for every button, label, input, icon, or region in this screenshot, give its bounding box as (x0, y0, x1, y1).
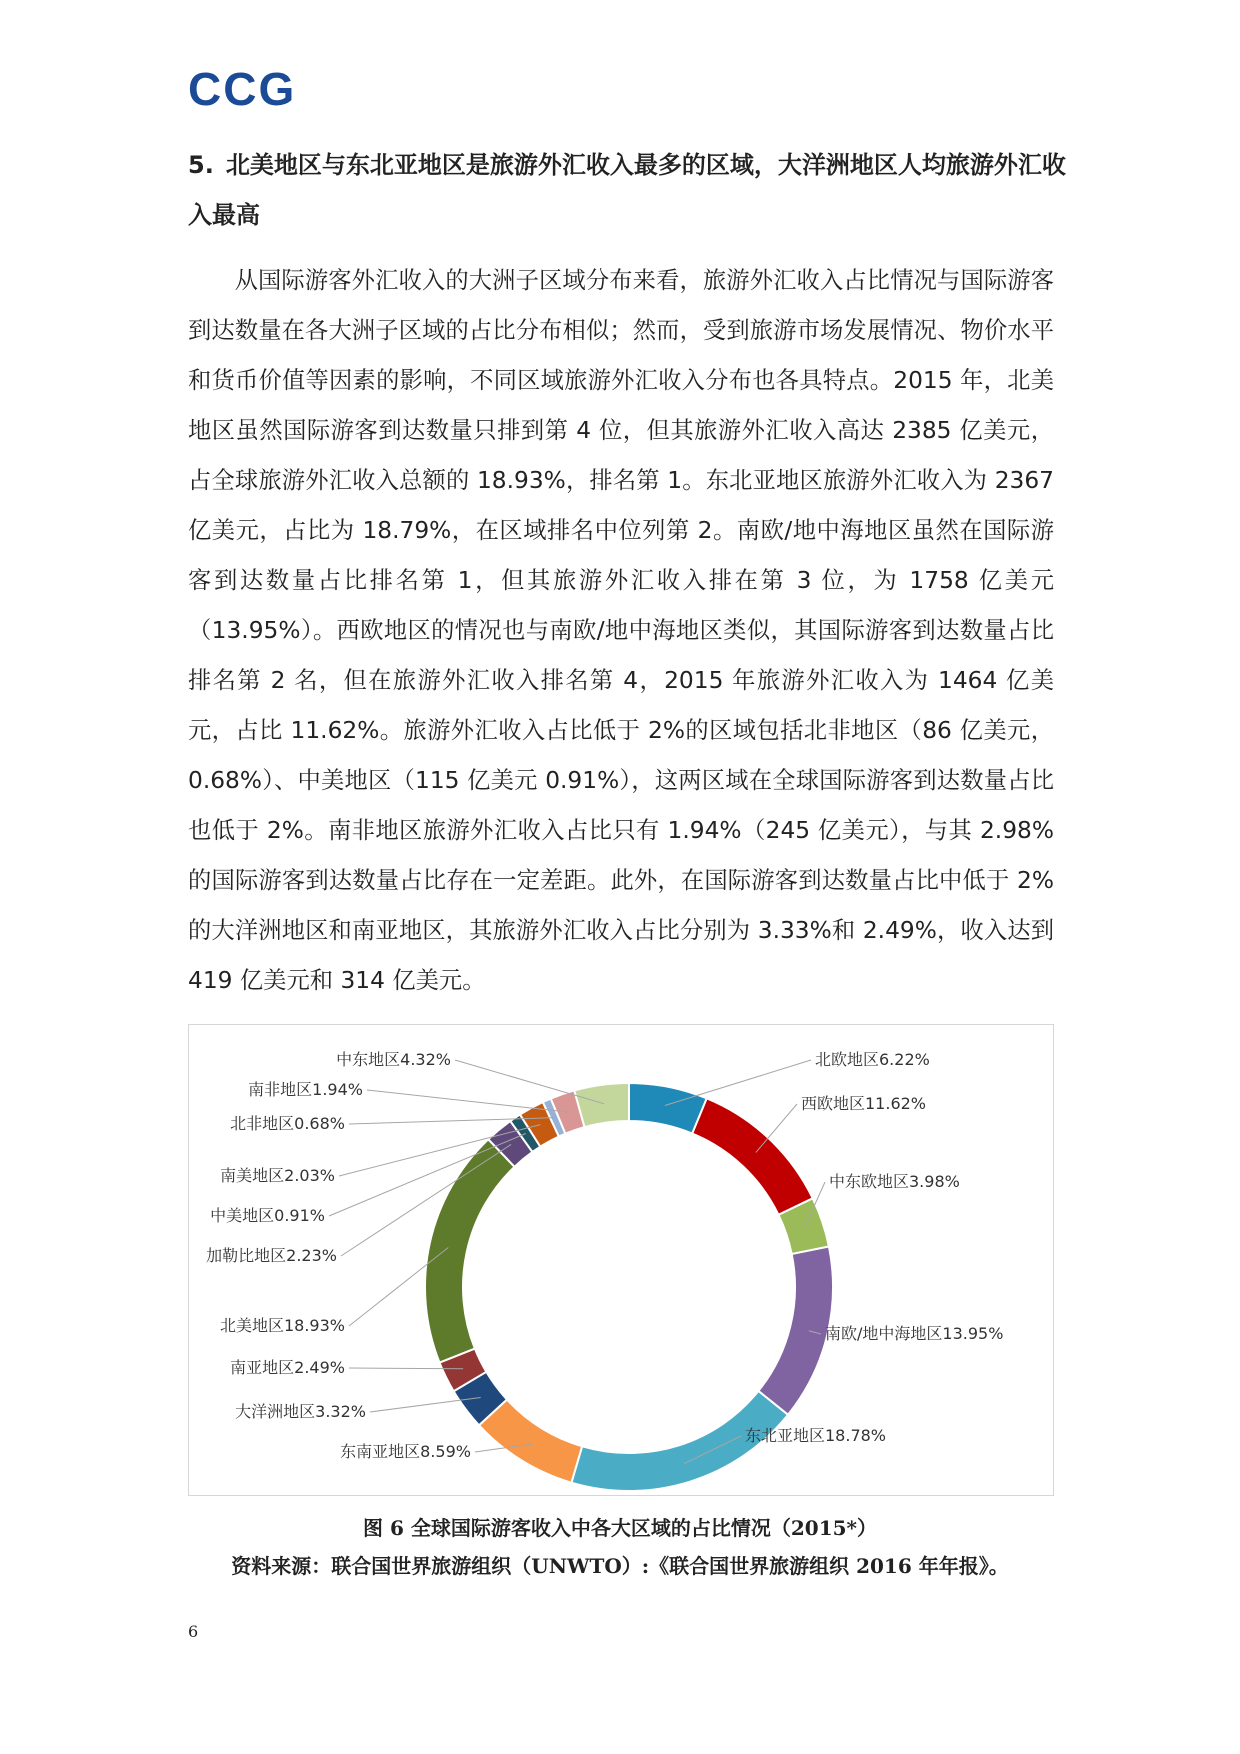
slice-label: 西欧地区11.62% (801, 1094, 927, 1113)
slice-label: 南美地区2.03% (220, 1166, 335, 1185)
ccg-logo: CCG (188, 63, 297, 115)
slice-label: 大洋洲地区3.32% (235, 1402, 366, 1421)
slice-label: 南非地区1.94% (248, 1080, 363, 1099)
donut-chart-svg (189, 1025, 1055, 1497)
slice-label: 加勒比地区2.23% (206, 1246, 337, 1265)
page-number: 6 (188, 1622, 199, 1641)
figure-source: 资料来源：联合国世界旅游组织（UNWTO）:《联合国世界旅游组织 2016 年年报》。 (231, 1554, 1009, 1578)
slice-label: 北美地区18.93% (219, 1316, 345, 1335)
donut-chart (188, 1024, 1054, 1496)
donut-slice (425, 1139, 515, 1362)
donut-slice (758, 1247, 833, 1415)
leader-line (665, 1060, 811, 1106)
body-paragraph: 从国际游客外汇收入的大洲子区域分布来看，旅游外汇收入占比情况与国际游客到达数量在各大洲子区域的占比分布相似；然而，受到旅游市场发展情况、物价水平和货币价值等因素的影响，不同区域旅游外汇收入分布也各具特点。2015 年，北美地区虽然国际游客到达数量只排到第 4 位，但其旅游外汇收入高达 2385 亿美元，占全球旅游外汇收入总额的 18.93%，排名第 1。东北亚地区旅游外汇收入为 2367 亿美元，占比为 18.79%，在区域排名中位列第 2。南欧/地中海地区虽然在国际游客到达数量占比排名第 1，但其旅游外汇收入排在第 3 位，为 1758 亿美元（13.95%）。西欧地区的情况也与南欧/地中海地区类似，其国际游客到达数量占比排名第 2 名，但在旅游外汇收入排名第 4，2015 年旅游外汇收入为 1464 亿美元，占比 11.62%。旅游外汇收入占比低于 2%的区域包括北非地区（86 亿美元，0.68%）、中美地区（115 亿美元 0.91%），这两区域在全球国际游客到达数量占比也低于 2%。南非地区旅游外汇收入占比只有 1.94%（245 亿美元），与其 2.98%的国际游客到达数量占比存在一定差距。此外，在国际游客到达数量占比中低于 2%的大洋洲地区和南亚地区，其旅游外汇收入占比分别为 3.33%和 2.49%，收入达到 419 亿美元和 314 亿美元。 (188, 267, 1054, 994)
slice-label: 东南亚地区8.59% (340, 1442, 471, 1461)
donut-slice (574, 1083, 629, 1127)
section-title: 北美地区与东北亚地区是旅游外汇收入最多的区域，大洋洲地区人均旅游外汇收入最高 (188, 151, 1066, 229)
leader-line (455, 1060, 604, 1104)
slice-label: 南亚地区2.49% (230, 1358, 345, 1377)
slice-label: 中东地区4.32% (336, 1050, 451, 1069)
section-heading (188, 140, 1068, 240)
slice-label: 北欧地区6.22% (815, 1050, 930, 1069)
slice-label: 南欧/地中海地区13.95% (825, 1324, 1004, 1343)
slice-label: 北非地区0.68% (230, 1114, 345, 1133)
figure-caption: 图 6 全球国际游客收入中各大区域的占比情况（2015*） (363, 1516, 877, 1540)
leader-line (367, 1090, 569, 1112)
donut-slice (692, 1098, 812, 1214)
section-number: 5. (188, 151, 214, 179)
slice-label: 中美地区0.91% (210, 1206, 325, 1225)
slice-label: 东北亚地区18.78% (745, 1426, 887, 1445)
slice-label: 中东欧地区3.98% (829, 1172, 960, 1191)
